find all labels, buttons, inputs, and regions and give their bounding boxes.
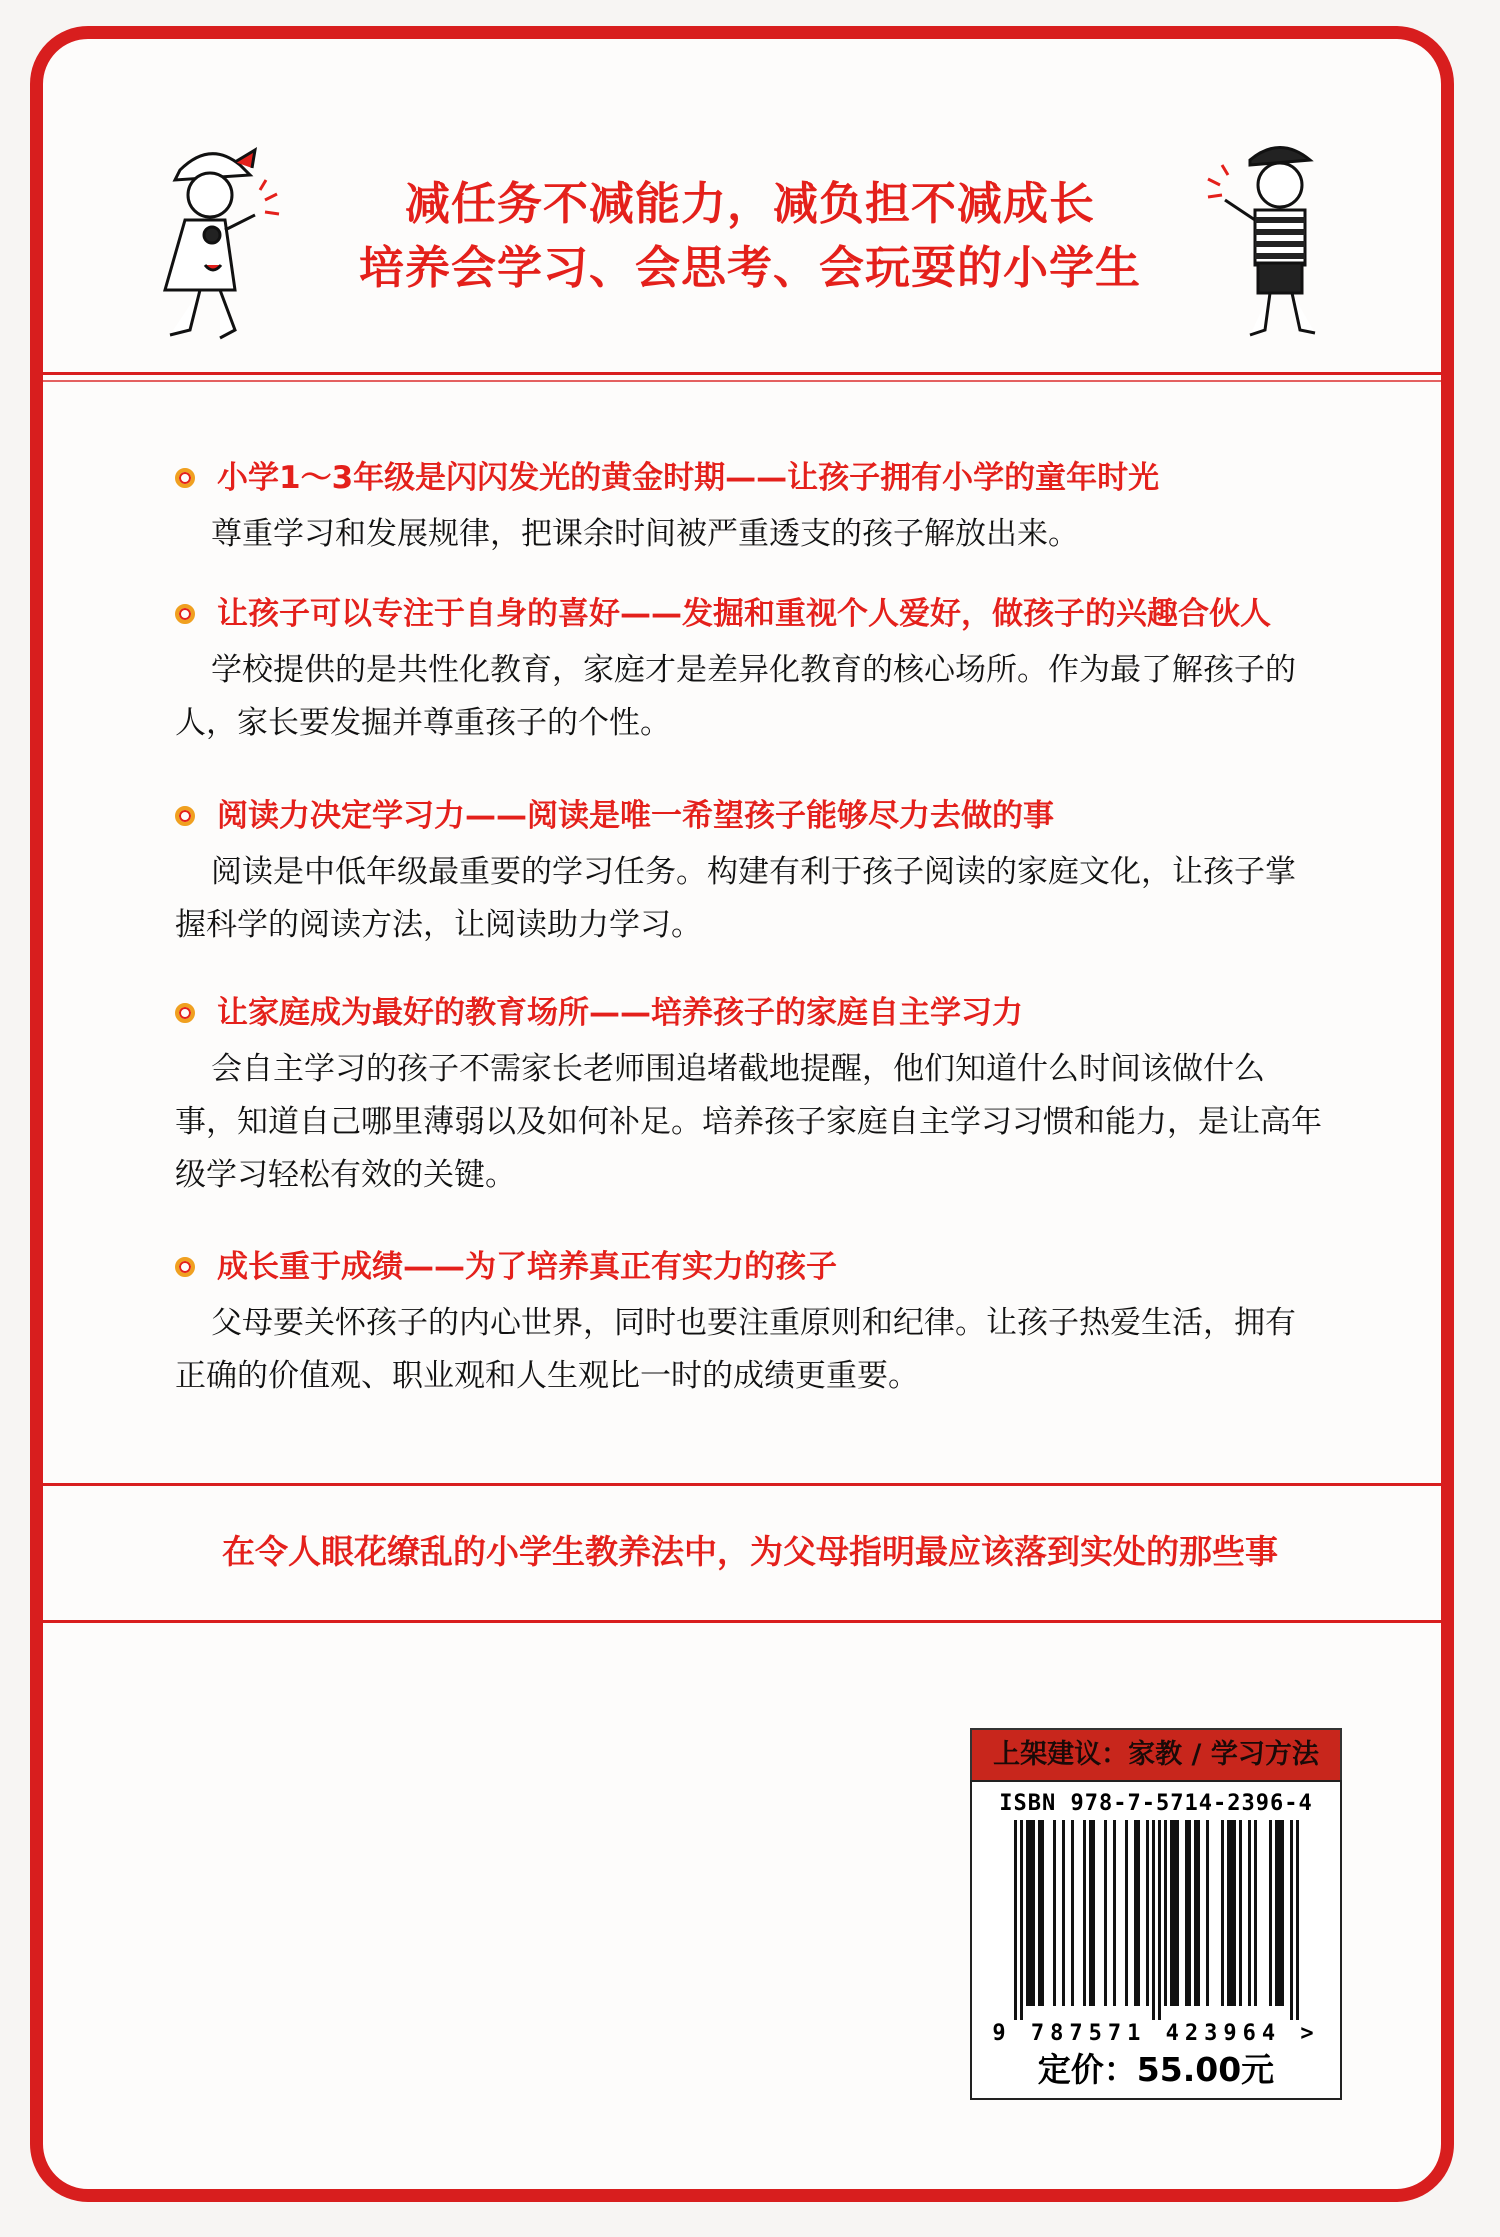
barcode-bar [1230,1820,1233,2006]
barcode-bar [1290,1820,1293,2020]
point-text: 级学习轻松有效的关键。 [175,1157,516,1193]
barcode-bar [1137,1820,1140,2006]
barcode-bar [1113,1820,1116,2006]
barcode-bar [1206,1820,1209,2006]
bullet-icon [175,1003,195,1023]
point-section [175,794,1405,952]
barcode-bar [1026,1820,1029,2006]
barcode-bar [1092,1820,1095,2006]
barcode-bar [1125,1820,1128,2006]
barcode-panel [970,1780,1342,2100]
point-heading: 阅读力决定学习力——阅读是唯一希望孩子能够尽力去做的事 [217,798,1054,834]
price: 定价：55.00元 [1037,2050,1275,2089]
shelf-suggestion: 上架建议：家教 / 学习方法 [970,1728,1342,1780]
barcode-bar [1032,1820,1035,2006]
point-heading: 让孩子可以专注于自身的喜好——发掘和重视个人爱好，做孩子的兴趣合伙人 [217,596,1271,632]
barcode-bar [1233,1820,1236,2006]
point-text: 握科学的阅读方法，让阅读助力学习。 [175,907,702,943]
point-heading: 让家庭成为最好的教育场所——培养孩子的家庭自主学习力 [217,995,1023,1031]
barcode-bar [1296,1820,1299,2020]
bullet-icon [175,468,195,488]
barcode-bar [1170,1820,1173,2006]
barcode-bar [1278,1820,1281,2006]
bullet-icon [175,604,195,624]
divider [43,1620,1441,1623]
barcode-bar [1020,1820,1023,2020]
barcode-bar [1239,1820,1242,2006]
point-heading: 成长重于成绩——为了培养真正有实力的孩子 [217,1249,837,1285]
divider [43,372,1441,375]
barcode-bar [1275,1820,1278,2006]
divider [43,1483,1441,1486]
divider [43,380,1441,382]
headline-line-1: 减任务不减能力，减负担不减成长 [404,177,1095,230]
point-text: 父母要关怀孩子的内心世界，同时也要注重原则和纪律。让孩子热爱生活，拥有 [211,1305,1296,1341]
barcode-bar [1194,1820,1197,2006]
barcode [1006,1820,1306,2020]
barcode-bar [1248,1820,1251,2006]
point-section [175,1245,1405,1403]
isbn-text: ISBN 978-7-5714-2396-4 [999,1791,1313,1816]
barcode-bar [1176,1820,1179,2006]
tagline-banner: 在令人眼花缭乱的小学生教养法中，为父母指明最应该落到实处的那些事 [222,1532,1278,1571]
bullet-icon [175,1257,195,1277]
barcode-digits: 9 787571 423964 > [992,2021,1320,2046]
barcode-bar [1188,1820,1191,2006]
point-text: 学校提供的是共性化教育，家庭才是差异化教育的核心场所。作为最了解孩子的 [211,652,1296,688]
point-text: 事，知道自己哪里薄弱以及如何补足。培养孩子家庭自主学习习惯和能力，是让高年 [175,1104,1322,1140]
barcode-bar [1197,1820,1200,2006]
point-text: 尊重学习和发展规律，把课余时间被严重透支的孩子解放出来。 [211,516,1079,552]
barcode-bar [1221,1820,1224,2006]
point-heading: 小学1～3年级是闪闪发光的黄金时期——让孩子拥有小学的童年时光 [217,460,1160,496]
barcode-bar [1089,1820,1092,2006]
barcode-bar [1014,1820,1017,2020]
barcode-bar [1152,1820,1155,2020]
barcode-bar [1041,1820,1044,2006]
barcode-bar [1038,1820,1041,2006]
point-text: 会自主学习的孩子不需家长老师围追堵截地提醒，他们知道什么时间该做什么 [211,1051,1265,1087]
barcode-bar [1062,1820,1065,2006]
barcode-bar [1134,1820,1137,2006]
isbn-block [970,1728,1342,2100]
barcode-bar [1146,1820,1149,2006]
barcode-bar [1083,1820,1086,2006]
barcode-bar [1281,1820,1284,2006]
barcode-bar [1164,1820,1167,2006]
point-section [175,991,1405,1202]
barcode-bar [1104,1820,1107,2006]
bullet-icon [175,806,195,826]
point-section [175,592,1405,750]
barcode-bar [1185,1820,1188,2006]
headline-line-2: 培养会学习、会思考、会玩耍的小学生 [358,241,1141,294]
barcode-bar [1269,1820,1272,2006]
point-text: 人，家长要发掘并尊重孩子的个性。 [175,705,671,741]
barcode-bar [1173,1820,1176,2006]
point-text: 正确的价值观、职业观和人生观比一时的成绩更重要。 [175,1358,919,1394]
point-section [175,456,1405,561]
barcode-bar [1071,1820,1074,2006]
barcode-bar [1053,1820,1056,2006]
barcode-bar [1029,1820,1032,2006]
barcode-bar [1254,1820,1257,2006]
barcode-bar [1158,1820,1161,2020]
point-text: 阅读是中低年级最重要的学习任务。构建有利于孩子阅读的家庭文化，让孩子掌 [211,854,1296,890]
barcode-bar [1227,1820,1230,2006]
